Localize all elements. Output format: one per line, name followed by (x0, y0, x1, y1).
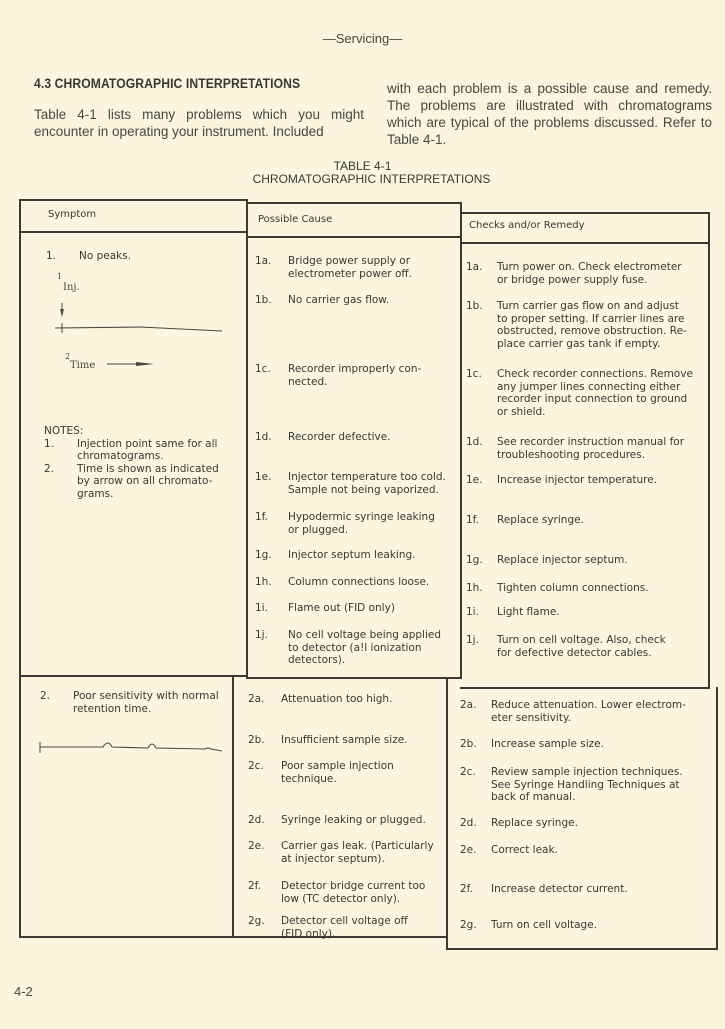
item-text-line: Increase injector temperature. (497, 474, 658, 486)
item-text-line: detectors). (288, 654, 346, 666)
note-number: 2. (44, 462, 55, 475)
item-text-line: See Syringe Handling Techniques at (491, 778, 680, 791)
item-number: 2e. (460, 844, 477, 856)
item-text-line: Turn on cell voltage. (491, 919, 597, 931)
item-text-line: Replace syringe. (497, 514, 584, 526)
row-divider (460, 687, 710, 689)
item-text-line: Injector septum leaking. (288, 549, 416, 561)
item-number: 1d. (466, 436, 483, 448)
item-text-line: place carrier gas tank if empty. (497, 337, 661, 350)
item-number: 2e. (248, 840, 265, 852)
symptom-number: 1. (46, 250, 57, 262)
symptom-text: No peaks. (79, 250, 132, 262)
item-number: 1i. (255, 602, 268, 614)
item-number: 1b. (466, 300, 483, 312)
column-divider (446, 677, 448, 949)
item-text-line: Correct leak. (491, 844, 558, 856)
note-1 (44, 438, 244, 463)
column-header-possible-cause: Possible Cause (258, 214, 333, 225)
item-text-line: or bridge power supply fuse. (497, 273, 648, 286)
baseline-trace (55, 327, 222, 331)
table-top-border (246, 202, 462, 204)
notes (44, 425, 244, 500)
item-text-line: Turn on cell voltage. Also, check (497, 634, 666, 646)
table-right-border (708, 212, 710, 688)
item-text-line: Check recorder connections. Remove (497, 368, 693, 380)
item-text-line: back of manual. (491, 791, 576, 803)
table-left-border (19, 199, 21, 938)
item-number: 2f. (460, 883, 473, 895)
item-text-line: Flame out (FID only) (288, 602, 395, 614)
table-top-border (19, 199, 248, 201)
item-text-line: Insufficient sample size. (281, 734, 408, 746)
item-number: 1g. (255, 549, 272, 561)
item-number: 1d. (255, 431, 272, 443)
item-text-line: to detector (a!l ionization (288, 641, 422, 654)
chromatogram-poor-sensitivity (30, 720, 230, 770)
injection-label: Inj. (63, 282, 80, 293)
item-number: 1e. (255, 471, 272, 483)
item-text-line: Turn carrier gas flow on and adjust (497, 300, 679, 312)
item-number: 2a. (248, 693, 265, 705)
time-label: Time (70, 360, 96, 371)
item-number: 1c. (466, 368, 482, 380)
item-number: 2d. (248, 814, 265, 826)
item-number: 2c. (460, 766, 476, 778)
item-number: 2f. (248, 880, 261, 892)
item-number: 1i. (466, 606, 479, 618)
item-number: 1a. (466, 261, 483, 273)
item-text-line: Poor sample injection (281, 760, 394, 772)
item-text-line: Tighten column connections. (497, 582, 649, 594)
injection-superscript: 1 (57, 272, 63, 281)
item-number: 1c. (255, 363, 271, 375)
item-text-line: Light flame. (497, 606, 560, 618)
item-text-line: Increase detector current. (491, 883, 628, 895)
item-text-line: recorder input connection to ground (497, 393, 688, 405)
column-header-symptom: Symptom (48, 209, 97, 220)
item-text-line: for defective detector cables. (497, 646, 652, 659)
running-head: —Servicing— (322, 31, 403, 46)
injection-arrow-head (60, 309, 64, 317)
time-arrow-head (136, 362, 154, 366)
row-divider (246, 677, 462, 679)
symptom-text: Poor sensitivity with normal (73, 690, 219, 702)
item-text-line: at injector septum). (281, 852, 385, 865)
item-number: 1j. (255, 629, 268, 641)
item-text-line: No cell voltage being applied (288, 629, 442, 641)
item-number: 1e. (466, 474, 483, 486)
note-line: chromatograms. (77, 450, 164, 462)
note-line: by arrow on all chromato- (77, 475, 213, 487)
column-header-remedy: Checks and/or Remedy (469, 220, 585, 231)
table-title: CHROMATOGRAPHIC INTERPRETATIONS (252, 172, 491, 186)
intro-paragraph-right: with each problem is a possible cause and remedy. The problems are illustrated with chromatograms which are typical of the problems discussed. Refer to Table 4-1. (387, 81, 712, 147)
note-line: Time is shown as indicated (77, 462, 219, 475)
header-divider (19, 231, 248, 233)
item-number: 2d. (460, 817, 477, 829)
table-right-border (716, 687, 718, 949)
item-number: 2g. (248, 915, 265, 927)
item-number: 2g. (460, 919, 477, 931)
item-text-line: Hypodermic syringe leaking (288, 511, 435, 523)
item-text-line: Column connections loose. (288, 576, 430, 588)
baseline-trace-with-small-peaks (40, 743, 222, 751)
notes-title: NOTES: (44, 425, 84, 437)
item-text-line: any jumper lines connecting either (497, 380, 681, 393)
table-number: TABLE 4-1 (333, 159, 392, 173)
symptom-number: 2. (40, 690, 51, 702)
item-number: 2c. (248, 760, 264, 772)
item-text-line: Turn power on. Check electrometer (497, 261, 682, 273)
item-text-line: Review sample injection techniques. (491, 766, 683, 778)
item-text-line: eter sensitivity. (491, 711, 572, 724)
item-text-line: Attenuation too high. (281, 693, 393, 705)
item-number: 1j. (466, 634, 479, 646)
intro-paragraph-left: Table 4-1 lists many problems which you might encounter in operating your instrument. Included (34, 107, 364, 139)
column-divider (232, 676, 234, 938)
symptom-text: retention time. (73, 702, 152, 715)
chromatogram-no-peaks (30, 265, 230, 375)
item-text-line: Carrier gas leak. (Particularly (281, 840, 434, 852)
item-number: 1b. (255, 294, 272, 306)
item-number: 2a. (460, 699, 477, 711)
item-text-line: Recorder improperly con- (288, 363, 422, 375)
time-superscript: 2 (65, 352, 71, 361)
note-number: 1. (44, 437, 55, 450)
item-text-line: technique. (281, 772, 337, 785)
item-text-line: to proper setting. If carrier lines are (497, 312, 685, 325)
header-divider (246, 236, 462, 238)
item-text-line: Syringe leaking or plugged. (281, 814, 426, 826)
item-number: 1h. (255, 576, 272, 588)
item-text-line: Sample not being vaporized. (288, 483, 439, 496)
section-title: 4.3 CHROMATOGRAPHIC INTERPRETATIONS (34, 76, 301, 91)
item-text-line: or plugged. (288, 523, 349, 536)
item-number: 1f. (466, 514, 479, 526)
item-text-line: Recorder defective. (288, 431, 391, 443)
note-line: grams. (77, 487, 114, 500)
item-number: 1f. (255, 511, 268, 523)
table-caption (0, 160, 725, 186)
table-top-border (460, 212, 710, 214)
item-text-line: Bridge power supply or (288, 255, 411, 267)
item-text-line: low (TC detector only). (281, 892, 401, 905)
item-text-line: Detector bridge current too (281, 880, 426, 892)
item-text-line: Reduce attenuation. Lower electrom- (491, 699, 686, 711)
item-text-line: Replace syringe. (491, 817, 578, 829)
note-2 (44, 463, 244, 501)
item-number: 1g. (466, 554, 483, 566)
item-text-line: obstructed, remove obstruction. Re- (497, 325, 687, 337)
item-text-line: or shield. (497, 405, 546, 418)
item-number: 2b. (460, 738, 477, 750)
column-divider (246, 201, 248, 676)
item-number: 1a. (255, 255, 272, 267)
table-bottom-border (446, 948, 718, 950)
item-text-line: (FID only). (281, 927, 336, 940)
item-number: 1h. (466, 582, 483, 594)
row-divider (19, 675, 248, 677)
item-text-line: troubleshooting procedures. (497, 448, 646, 461)
item-text-line: No carrier gas flow. (288, 294, 390, 306)
item-number: 2b. (248, 734, 265, 746)
item-text-line: Increase sample size. (491, 738, 604, 750)
item-text-line: Replace injector septum. (497, 554, 628, 566)
header-divider (460, 242, 710, 244)
item-text-line: See recorder instruction manual for (497, 436, 685, 448)
item-text-line: Injector temperature too cold. (288, 471, 446, 483)
item-text-line: electrometer power off. (288, 267, 412, 280)
item-text-line: nected. (288, 375, 328, 388)
column-divider (460, 203, 462, 677)
note-line: Injection point same for all (77, 437, 218, 450)
item-text-line: Detector cell voltage off (281, 915, 408, 927)
page-number: 4-2 (14, 984, 33, 999)
